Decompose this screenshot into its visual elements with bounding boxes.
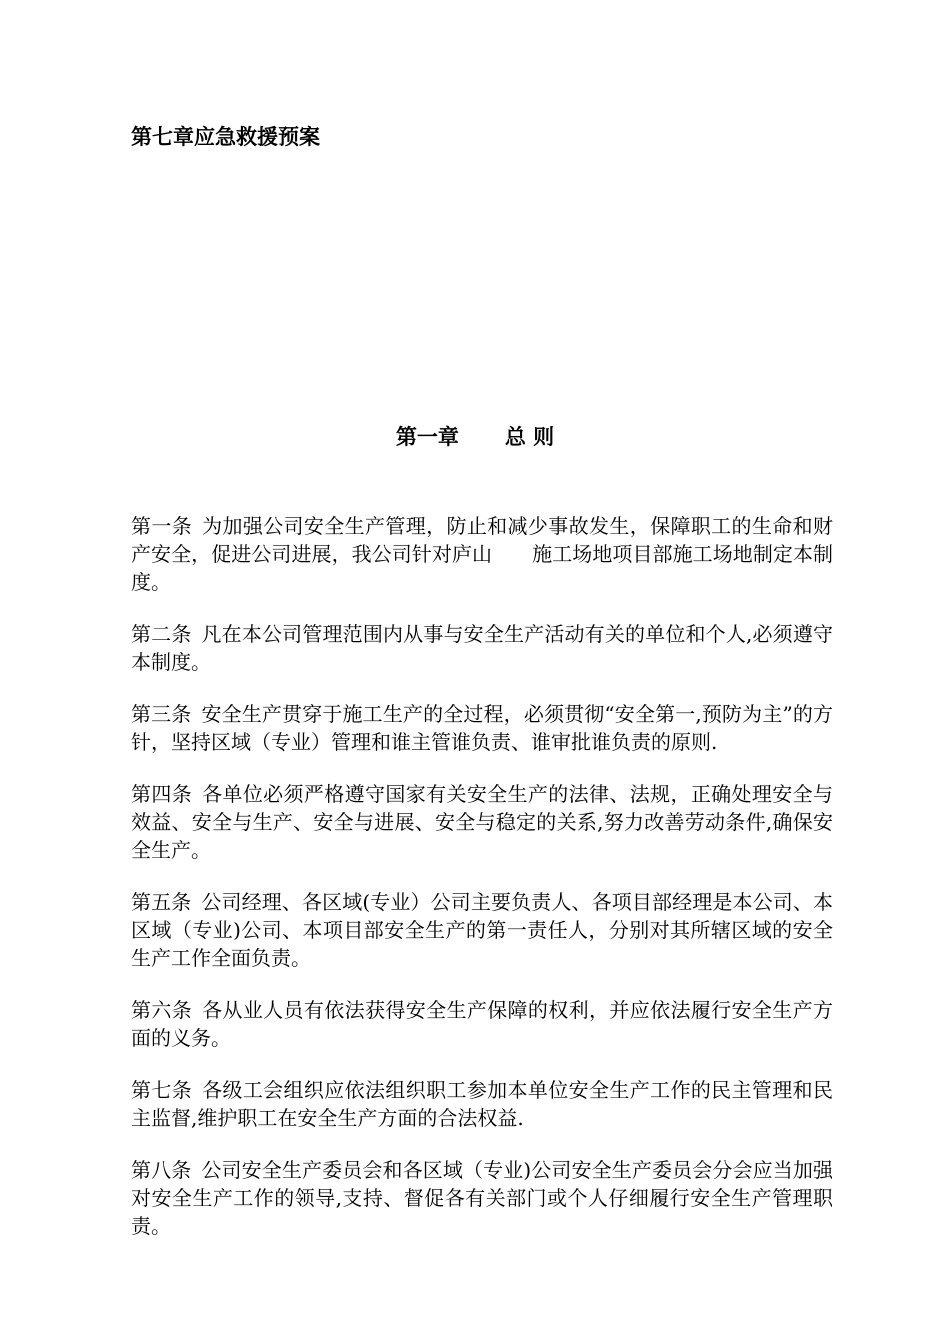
article-text: 安全生产贯穿于施工生产的全过程，必须贯彻“安全第一,预防为主”的方针，坚持区域（专业）管理和谁主管谁负责、谁审批谁负责的原则. [131, 702, 834, 754]
article-1 [131, 512, 833, 596]
article-5 [131, 888, 833, 972]
article-text: 公司经理、各区域(专业）公司主要负责人、各项目部经理是本公司、本区域（专业)公司、本项目部安全生产的第一责任人，分别对其所辖区域的安全生产工作全面负责。 [131, 890, 833, 970]
article-number: 第四条 [131, 782, 193, 806]
article-4 [131, 780, 833, 864]
article-text: 各从业人员有依法获得安全生产保障的权利，并应依法履行安全生产方面的义务。 [131, 998, 834, 1050]
article-text: 各级工会组织应依法组织职工参加本单位安全生产工作的民主管理和民主监督,维护职工在安全生产方面的合法权益. [131, 1078, 834, 1130]
article-8 [131, 1156, 833, 1240]
article-number: 第三条 [131, 702, 192, 726]
article-text: 凡在本公司管理范围内从事与安全生产活动有关的单位和个人,必须遵守本制度。 [131, 622, 833, 674]
article-number: 第一条 [131, 514, 193, 538]
article-text: 各单位必须严格遵守国家有关安全生产的法律、法规，正确处理安全与效益、安全与生产、安全与进展、安全与稳定的关系,努力改善劳动条件,确保安全生产。 [131, 782, 834, 862]
article-number: 第六条 [131, 998, 193, 1022]
article-number: 第七条 [131, 1078, 193, 1102]
article-6 [131, 996, 833, 1052]
article-number: 第五条 [131, 890, 192, 914]
article-3 [131, 700, 833, 756]
chapter-number: 第一章 [395, 425, 459, 449]
article-number: 第八条 [131, 1158, 192, 1182]
document-title: 第七章应急救援预案 [131, 125, 320, 149]
article-text: 公司安全生产委员会和各区域（专业)公司安全生产委员会分会应当加强对安全生产工作的领导,支持、督促各有关部门或个人仔细履行安全生产管理职责。 [131, 1158, 833, 1238]
article-list [131, 512, 833, 1264]
chapter-heading [0, 422, 950, 452]
chapter-name: 总 则 [504, 425, 555, 449]
article-7 [131, 1076, 833, 1132]
article-number: 第二条 [131, 622, 192, 646]
article-text: 为加强公司安全生产管理，防止和减少事故发生，保障职工的生命和财产安全，促进公司进展，我公司针对庐山 施工场地项目部施工场地制定本制度。 [131, 514, 834, 594]
article-2 [131, 620, 833, 676]
